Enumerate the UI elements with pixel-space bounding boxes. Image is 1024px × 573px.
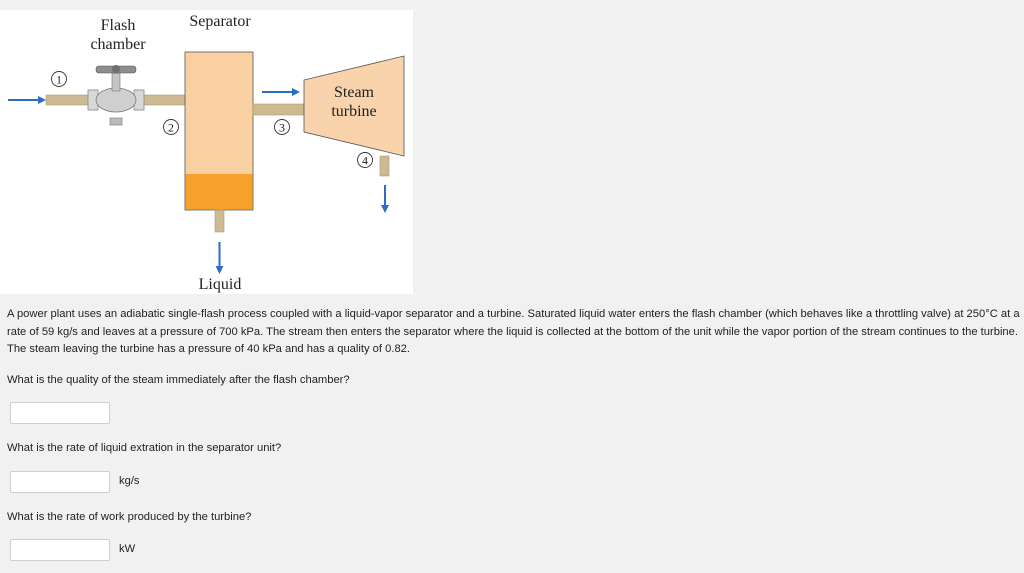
vapor-arrowhead: [292, 88, 300, 96]
exhaust-arrowhead: [381, 205, 389, 213]
inlet-arrowhead: [38, 96, 46, 104]
question-3-text: What is the rate of work produced by the turbine?: [7, 511, 252, 523]
liquid-arrowhead: [216, 266, 224, 274]
flash-chamber-label-line1: Flash: [100, 17, 136, 34]
question-2-unit: kg/s: [119, 475, 140, 487]
question-1-answer-input[interactable]: [10, 402, 110, 424]
liquid-label: Liquid: [198, 276, 242, 293]
question-2-answer-input[interactable]: [10, 471, 110, 493]
flash-valve-icon: [88, 65, 144, 125]
process-diagram: [0, 10, 413, 294]
steam-turbine-label-line1: Steam: [334, 84, 374, 101]
steam-turbine-label: [326, 83, 382, 121]
flash-chamber-label-line2: chamber: [90, 36, 146, 53]
liquid-drain-pipe: [215, 210, 224, 232]
state-1-label: 1: [56, 72, 62, 87]
problem-statement: A power plant uses an adiabatic single-flash process coupled with a liquid-vapor separator and a turbine. Saturated liquid water enters the flash chamber (which behaves like a throttling valve) at 250°C at a rate of 59 kg/s and leaves at a pressure of 700 kPa. The stream then enters the separator where the liquid is collected at the bottom of the unit while the vapor portion of the stream continues to the turbine. The steam leaving the turbine has a pressure of 40 kPa and has a quality of 0.82.: [7, 308, 1020, 355]
state-2-label: 2: [168, 120, 174, 135]
process-diagram-graphic: [0, 10, 413, 294]
question-2-text: What is the rate of liquid extration in the separator unit?: [7, 442, 282, 454]
question-1-text: What is the quality of the steam immediately after the flash chamber?: [7, 374, 350, 386]
flash-chamber-label: [90, 16, 146, 54]
separator-liquid-level: [185, 174, 252, 210]
steam-turbine-label-line2: turbine: [331, 103, 377, 120]
question-3-answer-input[interactable]: [10, 539, 110, 561]
turbine-exhaust-pipe: [380, 156, 389, 176]
state-3-label: 3: [279, 120, 285, 135]
state-4-label: 4: [362, 153, 368, 168]
question-3-unit: kW: [119, 543, 136, 555]
separator-label: Separator: [189, 13, 251, 30]
vapor-pipe: [253, 104, 305, 115]
